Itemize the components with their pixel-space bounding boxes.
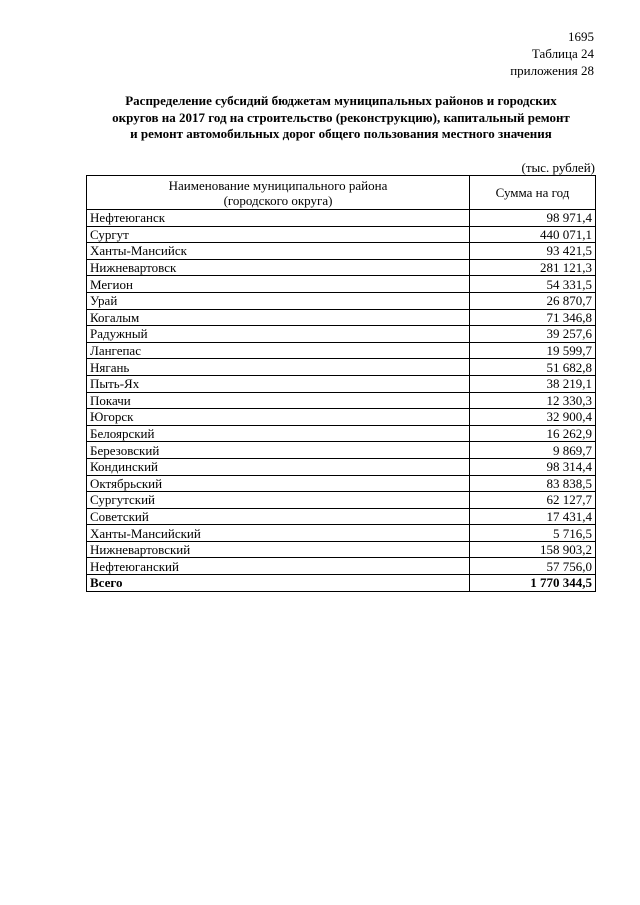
subsidy-table: [86, 175, 596, 592]
table-row: [87, 243, 596, 260]
table-row: [87, 525, 596, 542]
total-amount: 1 770 344,5: [470, 575, 596, 592]
subsidy-amount: 62 127,7: [470, 492, 596, 509]
table-header-row: [87, 176, 596, 210]
header-municipality-line-1: Наименование муниципального района: [168, 177, 388, 193]
subsidy-amount: 26 870,7: [470, 292, 596, 309]
table-row: [87, 492, 596, 509]
subsidy-amount: 440 071,1: [470, 226, 596, 243]
table-row: [87, 309, 596, 326]
municipality-name: Белоярский: [87, 425, 470, 442]
subsidy-amount: 9 869,7: [470, 442, 596, 459]
municipality-name: Лангепас: [87, 342, 470, 359]
subsidy-amount: 12 330,3: [470, 392, 596, 409]
table-row: [87, 558, 596, 575]
subsidy-amount: 32 900,4: [470, 409, 596, 426]
table-row: [87, 442, 596, 459]
subsidy-amount: 57 756,0: [470, 558, 596, 575]
table-row: [87, 326, 596, 343]
municipality-name: Нягань: [87, 359, 470, 376]
table-row: [87, 508, 596, 525]
header-municipality-line-2: (городского округа): [223, 192, 333, 208]
title-line-1: Распределение субсидий бюджетам муниципальных районов и городских: [125, 93, 557, 108]
subsidy-amount: 98 314,4: [470, 458, 596, 475]
table-row: [87, 226, 596, 243]
document-title: [86, 93, 596, 143]
table-label: Таблица 24: [531, 46, 594, 61]
table-caption: [510, 45, 594, 79]
title-line-2: округов на 2017 год на строительство (реконструкцию), капитальный ремонт: [112, 109, 570, 125]
subsidy-amount: 93 421,5: [470, 243, 596, 260]
municipality-name: Кондинский: [87, 458, 470, 475]
municipality-name: Советский: [87, 508, 470, 525]
table-body: [87, 210, 596, 592]
table-row: [87, 276, 596, 293]
total-row: [87, 575, 596, 592]
municipality-name: Югорск: [87, 409, 470, 426]
table-row: [87, 541, 596, 558]
subsidy-amount: 16 262,9: [470, 425, 596, 442]
table-row: [87, 409, 596, 426]
units-label: (тыс. рублей): [521, 160, 595, 175]
table-row: [87, 425, 596, 442]
table-row: [87, 392, 596, 409]
subsidy-amount: 54 331,5: [470, 276, 596, 293]
table-row: [87, 342, 596, 359]
subsidy-amount: 158 903,2: [470, 541, 596, 558]
table-row: [87, 359, 596, 376]
subsidy-amount: 281 121,3: [470, 259, 596, 276]
total-label: Всего: [87, 575, 470, 592]
table-row: [87, 292, 596, 309]
table-row: [87, 475, 596, 492]
table-row: [87, 259, 596, 276]
subsidy-amount: 39 257,6: [470, 326, 596, 343]
subsidy-amount: 71 346,8: [470, 309, 596, 326]
page-number: 1695: [568, 29, 594, 44]
municipality-name: Радужный: [87, 326, 470, 343]
header-amount: Сумма на год: [470, 176, 596, 210]
municipality-name: Березовский: [87, 442, 470, 459]
subsidy-amount: 83 838,5: [470, 475, 596, 492]
header-municipality: [87, 176, 470, 210]
municipality-name: Нефтеюганск: [87, 210, 470, 227]
municipality-name: Урай: [87, 292, 470, 309]
subsidy-amount: 98 971,4: [470, 210, 596, 227]
appendix-label: приложения 28: [510, 63, 594, 78]
municipality-name: Ханты-Мансийск: [87, 243, 470, 260]
table-row: [87, 458, 596, 475]
subsidy-amount: 51 682,8: [470, 359, 596, 376]
municipality-name: Когалым: [87, 309, 470, 326]
subsidy-amount: 5 716,5: [470, 525, 596, 542]
municipality-name: Сургутский: [87, 492, 470, 509]
municipality-name: Ханты-Мансийский: [87, 525, 470, 542]
municipality-name: Нижневартовский: [87, 541, 470, 558]
subsidy-amount: 19 599,7: [470, 342, 596, 359]
municipality-name: Сургут: [87, 226, 470, 243]
municipality-name: Покачи: [87, 392, 470, 409]
table-row: [87, 375, 596, 392]
municipality-name: Нефтеюганский: [87, 558, 470, 575]
municipality-name: Мегион: [87, 276, 470, 293]
municipality-name: Октябрьский: [87, 475, 470, 492]
subsidy-amount: 17 431,4: [470, 508, 596, 525]
municipality-name: Пыть-Ях: [87, 375, 470, 392]
municipality-name: Нижневартовск: [87, 259, 470, 276]
subsidy-amount: 38 219,1: [470, 375, 596, 392]
table-row: [87, 210, 596, 227]
title-line-3: и ремонт автомобильных дорог общего пользования местного значения: [130, 126, 552, 141]
